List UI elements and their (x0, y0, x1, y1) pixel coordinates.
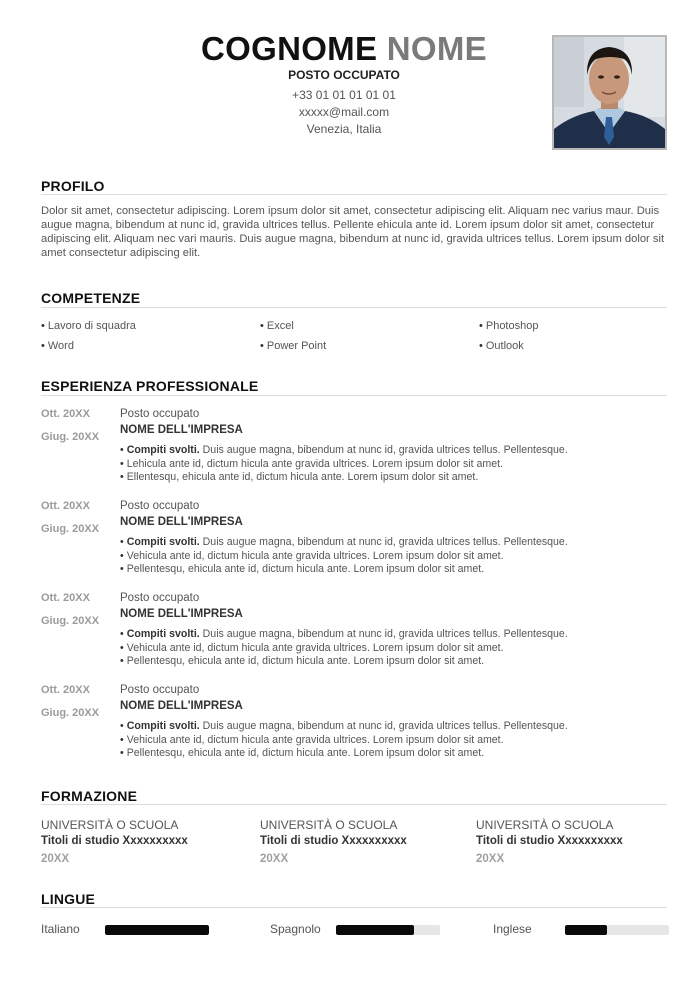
task-item: • Pellentesqu, ehicula ante id, dictum hicula ante. Lorem ipsum dolor sit amet. (120, 563, 568, 577)
phone: +33 01 01 01 01 01 (292, 88, 396, 102)
section-divider (41, 194, 667, 195)
experience-entry (41, 498, 681, 588)
end-date: Giug. 20XX (41, 523, 100, 535)
task-text: Duis augue magna, bibendum at nunc id, gravida ultrices tellus. Pellentesque. (199, 536, 568, 548)
task-item: • Lehicula ante id, dictum hicula ante gravida ultrices. Lorem ipsum dolor sit amet. (120, 458, 568, 472)
task-lead: Compiti svolti. (126, 444, 200, 456)
school-name: UNIVERSITÀ O SCUOLA (41, 818, 179, 832)
task-lead: Compiti svolti. (126, 720, 200, 732)
education-year: 20XX (260, 853, 289, 865)
section-title-profile: PROFILO (41, 178, 105, 194)
skill-item: • Photoshop (479, 320, 538, 332)
skill-item: • Outlook (479, 340, 524, 352)
job-role: Posto occupato (120, 592, 200, 604)
task-item (120, 536, 568, 550)
section-title-experience: ESPERIENZA PROFESSIONALE (41, 378, 259, 394)
skill-item: • Lavoro di squadra (41, 320, 136, 332)
email: xxxxx@mail.com (298, 105, 390, 119)
task-item: • Vehicula ante id, dictum hicula ante gravida ultrices. Lorem ipsum dolor sit amet. (120, 550, 568, 564)
task-item (120, 444, 568, 458)
company-name: NOME DELL'IMPRESA (120, 608, 243, 620)
education-year: 20XX (476, 853, 505, 865)
section-divider (41, 907, 667, 908)
task-item: • Ellentesqu, ehicula ante id, dictum hicula ante. Lorem ipsum dolor sit amet. (120, 471, 568, 485)
section-divider (41, 395, 667, 396)
degree: Titoli di studio Xxxxxxxxxx (476, 835, 623, 847)
start-date: Ott. 20XX (41, 500, 90, 512)
education-entry (476, 817, 676, 868)
degree: Titoli di studio Xxxxxxxxxx (260, 835, 407, 847)
task-list (120, 444, 568, 485)
school-name: UNIVERSITÀ O SCUOLA (476, 818, 614, 832)
last-name: COGNOME (201, 30, 378, 67)
section-title-languages: LINGUE (41, 891, 96, 907)
company-name: NOME DELL'IMPRESA (120, 700, 243, 712)
person-portrait-icon (554, 37, 665, 148)
task-list (120, 628, 568, 669)
experience-entry (41, 682, 681, 772)
profile-photo (552, 35, 667, 150)
language-level-bar (105, 925, 209, 935)
skill-item: • Word (41, 340, 74, 352)
end-date: Giug. 20XX (41, 707, 100, 719)
task-item (120, 720, 568, 734)
task-list (120, 536, 568, 577)
first-name: NOME (386, 30, 487, 67)
job-role: Posto occupato (120, 500, 200, 512)
start-date: Ott. 20XX (41, 408, 90, 420)
section-divider (41, 804, 667, 805)
task-lead: Compiti svolti. (126, 628, 200, 640)
profile-summary: Dolor sit amet, consectetur adipiscing. Lorem ipsum dolor sit amet, consectetur adipiscing elit. Aliquam nec varius maur. Duis augue magna, bibendum at nunc id, gravida ultrices tellus. Pellente ehicula ante id. Lorem ipsum dolor sit amet, consectetur adipiscing elit. Aliquam nec vari mauris. Duis augue magna, bibendum at nunc id, gravida ultrices tellus. Lorem ipsum dolor sit amet consectetur adipiscing elit. (41, 205, 665, 259)
language-name: Inglese (493, 922, 532, 936)
task-item: • Vehicula ante id, dictum hicula ante gravida ultrices. Lorem ipsum dolor sit amet. (120, 734, 568, 748)
location: Venezia, Italia (306, 122, 382, 136)
company-name: NOME DELL'IMPRESA (120, 516, 243, 528)
education-entry (41, 817, 241, 868)
language-level-fill (105, 925, 209, 935)
job-role: Posto occupato (120, 684, 200, 696)
language-level-fill (565, 925, 607, 935)
language-level-fill (336, 925, 414, 935)
education-year: 20XX (41, 853, 70, 865)
task-text: Duis augue magna, bibendum at nunc id, gravida ultrices tellus. Pellentesque. (199, 628, 568, 640)
education-entry (260, 817, 460, 868)
task-text: Duis augue magna, bibendum at nunc id, gravida ultrices tellus. Pellentesque. (199, 720, 568, 732)
job-role: Posto occupato (120, 408, 200, 420)
company-name: NOME DELL'IMPRESA (120, 424, 243, 436)
task-list (120, 720, 568, 761)
section-title-education: FORMAZIONE (41, 788, 138, 804)
start-date: Ott. 20XX (41, 684, 90, 696)
job-title: POSTO OCCUPATO (288, 68, 400, 82)
language-level-bar (565, 925, 669, 935)
school-name: UNIVERSITÀ O SCUOLA (260, 818, 398, 832)
language-name: Spagnolo (270, 922, 321, 936)
start-date: Ott. 20XX (41, 592, 90, 604)
section-title-skills: COMPETENZE (41, 290, 141, 306)
task-item (120, 628, 568, 642)
task-text: Duis augue magna, bibendum at nunc id, gravida ultrices tellus. Pellentesque. (199, 444, 568, 456)
task-item: • Pellentesqu, ehicula ante id, dictum hicula ante. Lorem ipsum dolor sit amet. (120, 747, 568, 761)
skill-item: • Excel (260, 320, 294, 332)
section-divider (41, 307, 667, 308)
language-level-bar (336, 925, 440, 935)
experience-entry (41, 406, 681, 496)
end-date: Giug. 20XX (41, 431, 100, 443)
task-item: • Pellentesqu, ehicula ante id, dictum hicula ante. Lorem ipsum dolor sit amet. (120, 655, 568, 669)
experience-entry (41, 590, 681, 680)
degree: Titoli di studio Xxxxxxxxxx (41, 835, 188, 847)
end-date: Giug. 20XX (41, 615, 100, 627)
skill-item: • Power Point (260, 340, 326, 352)
task-item: • Vehicula ante id, dictum hicula ante gravida ultrices. Lorem ipsum dolor sit amet. (120, 642, 568, 656)
language-name: Italiano (41, 922, 80, 936)
task-lead: Compiti svolti. (126, 536, 200, 548)
